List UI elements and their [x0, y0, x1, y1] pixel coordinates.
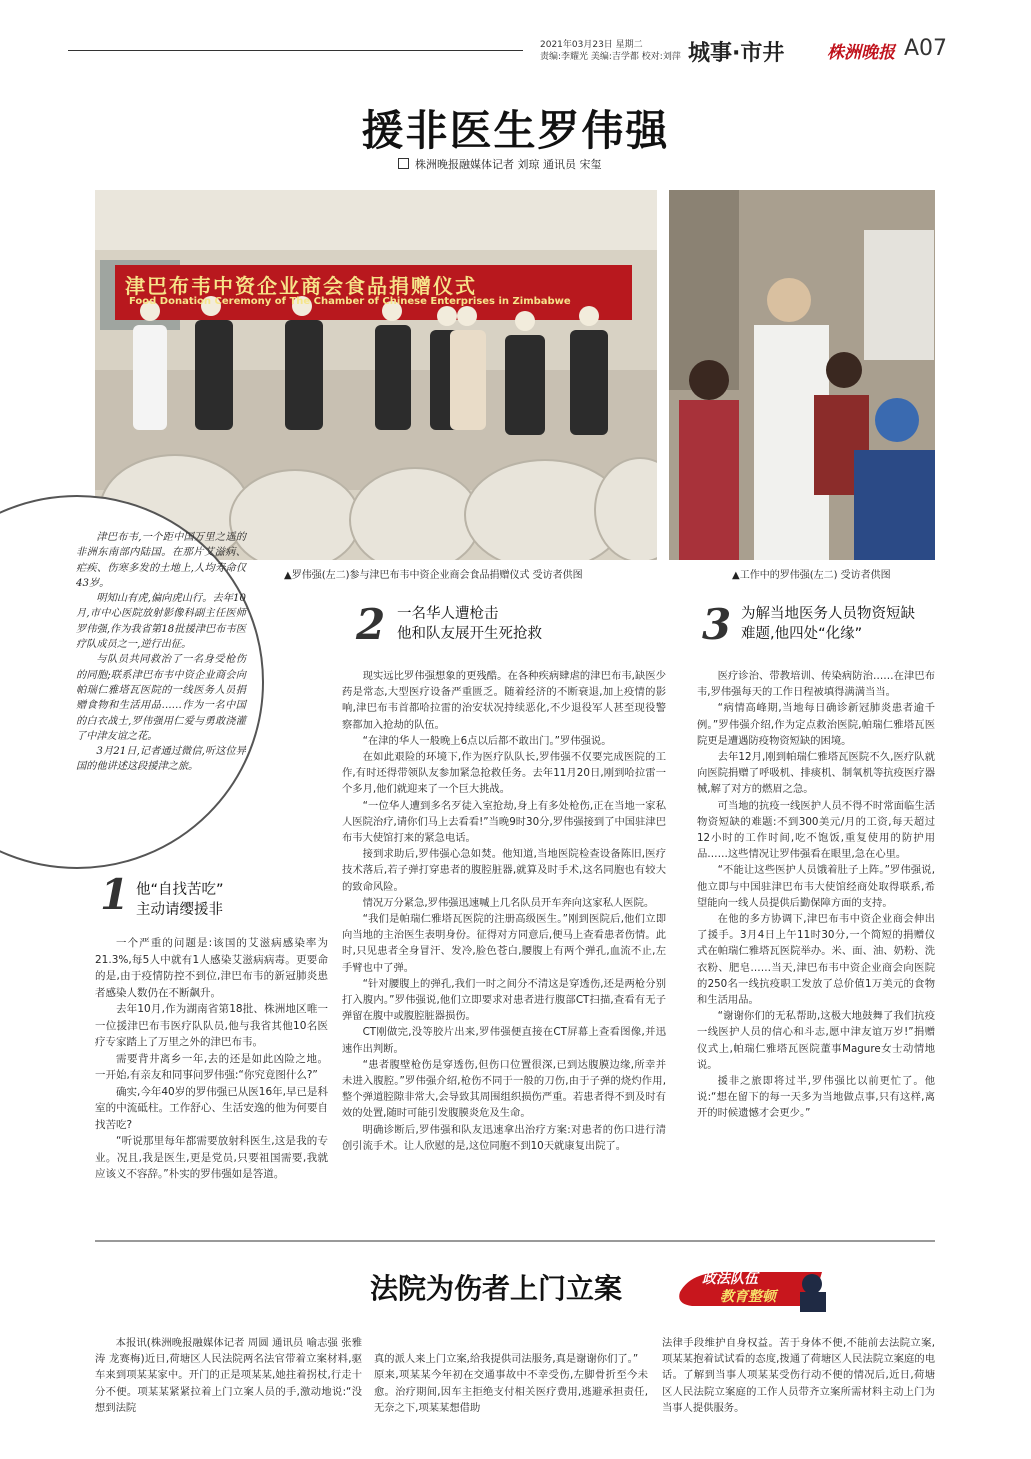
campaign-badge: [672, 1262, 830, 1314]
intro-p3: 与队员共同救治了一名身受枪伤的同胞;联系津巴布韦中资企业商会向帕瑞仁雅塔瓦医院的一线医务人员捐赠食物和生活用品……作为一名中国的白衣战士,罗伟强用仁爱与勇敢浇灌了中津友谊之花。: [76, 654, 246, 742]
story-divider: [95, 1240, 935, 1242]
article2-col1: [95, 1335, 362, 1416]
section3-body: [697, 668, 935, 1122]
section2-p8: “针对腰腹上的弹孔,我们一时之间分不清这是穿透伤,还是两枪分别打入腹内。”罗伟强说,他们立即要求对患者进行腹部CT扫描,查看有无子弹留在腹中或腹腔脏器损伤。: [342, 977, 666, 1023]
intro-p1: 津巴布韦,一个距中国万里之遥的非洲东南部内陆国。在那片艾滋病、疟疾、伤寒多发的土地上,人均寿命仅43岁。: [76, 532, 246, 589]
article2-title: 法院为伤者上门立案: [370, 1272, 623, 1305]
section2-heading-line1: 一名华人遭枪击: [397, 606, 499, 622]
photo-donation-ceremony: [95, 190, 657, 560]
byline-text: 株洲晚报融媒体记者 刘琼 通讯员 宋玺: [415, 158, 602, 171]
intro-text: [76, 530, 246, 775]
section2-p3: 在如此艰险的环境下,作为医疗队队长,罗伟强不仅要完成医院的工作,有时还得带领队友参加紧急抢救任务。去年11月20日,刚到哈拉雷一个多月,他们就迎来了一个巨大挑战。: [342, 751, 666, 796]
masthead-date: 2021年03月23日 星期二: [540, 40, 643, 50]
section3-p6: 在他的多方协调下,津巴布韦中资企业商会伸出了援手。3月4日上午11时30分,一个简短的捐赠仪式在帕瑞仁雅塔瓦医院举办。米、面、油、奶粉、洗衣粉、肥皂……当天,津巴布韦中资企业商会向医院的250名一线抗疫职工发放了总价值1万美元的食物和生活用品。: [697, 913, 935, 1007]
section2-heading-line2: 他和队友展开生死抢救: [397, 626, 542, 642]
section2-p1: 现实远比罗伟强想象的更残酷。在各种疾病肆虐的津巴布韦,缺医少药是常态,大型医疗设备严重匮乏。随着经济的不断衰退,加上疫情的影响,津巴布韦首都哈拉雷的治安状况持续恶化,不少退役军人甚至现役警察都加入抢劫的队伍。: [342, 670, 666, 731]
brand-logo: 株洲晚报: [827, 43, 895, 63]
section-label: 城事·市井: [688, 41, 785, 66]
section2-p5: 接到求助后,罗伟强心急如焚。他知道,当地医院检查设备陈旧,医疗技术落后,若子弹打穿患者的腹腔脏器,就算及时手术,这名同胞也有较大的致命风险。: [342, 848, 666, 893]
section3-p8: 援非之旅即将过半,罗伟强比以前更忙了。他说:“想在留下的每一天多为当地做点事,只有这样,离开的时候遗憾才会更少。”: [697, 1075, 935, 1120]
section1-p2: 去年10月,作为湖南省第18批、株洲地区唯一一位援津巴布韦医疗队队员,他与我省其他10名医疗专家踏上了万里之外的津巴布韦。: [95, 1003, 328, 1048]
intro-p2: 明知山有虎,偏向虎山行。去年10月,市中心医院放射影像科副主任医师罗伟强,作为我省第18批援津巴布韦医疗队成员之一,逆行出征。: [76, 593, 246, 651]
section2-p9: CT刚做完,没等胶片出来,罗伟强便直接在CT屏幕上查看图像,并迅速作出判断。: [342, 1026, 666, 1055]
banner-cn: 津巴布韦中资企业商会食品捐赠仪式: [125, 274, 477, 298]
section2-p2: “在津的华人一般晚上6点以后都不敢出门。”罗伟强说。: [362, 734, 612, 747]
section1-heading-line2: 主动请缨援非: [136, 902, 223, 918]
section3-p3: 去年12月,刚到帕瑞仁雅塔瓦医院不久,医疗队就向医院捐赠了呼吸机、排痰机、制氧机等抗疫医疗器械,解了对方的燃眉之急。: [697, 751, 935, 796]
section2-p6: 情况万分紧急,罗伟强迅速喊上几名队员开车奔向这家私人医院。: [362, 896, 655, 909]
section1-p1: 一个严重的问题是:该国的艾滋病感染率为21.3%,每5人中就有1人感染艾滋病病毒。更要命的是,由于疫情防控不到位,津巴布韦的新冠肺炎患者感染人数仍在不断飙升。: [95, 937, 328, 999]
article2-col2: [374, 1335, 648, 1432]
badge-line2: 教育整顿: [720, 1289, 776, 1305]
photo2-caption: ▲工作中的罗伟强(左二) 受访者供图: [732, 570, 891, 581]
article2-col2-text: 真的派人来上门立案,给我提供司法服务,真是谢谢你们了。” 原来,项某某今年初在交通事故中不幸受伤,左脚骨折至今未愈。治疗期间,因车主拒绝支付相关医疗费用,逃避承担责任,无奈之下,项某某想借助: [374, 1353, 648, 1414]
section2-p7: “我们是帕瑞仁雅塔瓦医院的注册高级医生。”刚到医院后,他们立即向当地的主治医生表明身份。征得对方同意后,便马上查看患者伤情。此时,只见患者全身冒汗、发冷,脸色苍白,腰腹上有两个弹孔,血流不止,左手臂也中了弹。: [342, 913, 666, 974]
masthead-editors: 责编:李耀光 美编:吉学都 校对:刘萍: [540, 52, 681, 62]
section3-heading-line1: 为解当地医务人员物资短缺: [741, 606, 915, 622]
photo-at-work: [669, 190, 935, 560]
section2-p4: “一位华人遭到多名歹徒入室抢劫,身上有多处枪伤,正在当地一家私人医院治疗,请你们马上去看看!”当晚9时30分,罗伟强接到了中国驻津巴布韦大使馆打来的紧急电话。: [342, 799, 666, 845]
intro-p4: 3月21日,记者通过微信,听这位异国的他讲述这段援津之旅。: [76, 746, 246, 773]
badge-line1: 政法队伍: [702, 1271, 758, 1287]
section1-p4: 确实,今年40岁的罗伟强已从医16年,早已是科室的中流砥柱。工作舒心、生活安逸的他为何要自找苦吃?: [95, 1085, 328, 1131]
banner-en: Food Donation Ceremony of The Chamber of Chinese Enterprises in Zimbabwe: [129, 296, 571, 307]
section3-p4: 可当地的抗疫一线医护人员不得不时常面临生活物资短缺的难题:不到300美元/月的工资,每天超过12小时的工作时间,吃不饱饭,重复使用的防护用品……这些情况让罗伟强看在眼里,急在心里。: [697, 799, 935, 861]
section1-number: 1: [100, 870, 130, 919]
section3-p1: 医疗诊治、带教培训、传染病防治……在津巴布韦,罗伟强每天的工作日程被填得满满当当。: [697, 670, 935, 699]
section2-heading: [397, 604, 542, 644]
article2-col3: [662, 1335, 935, 1416]
article-title: 援非医生罗伟强: [361, 106, 670, 155]
section1-body: [95, 935, 328, 1183]
section2-p10: “患者腹壁枪伤是穿透伤,但伤口位置很深,已到达腹膜边缘,所幸并未进入腹腔。”罗伟强介绍,枪伤不同于一般的刀伤,由于子弹的烧灼作用,整个弹道腔隙非常大,会导致其周围组织损伤严重。若患者得不到及时有效的处置,随时可能引发腹膜炎危及生命。: [342, 1058, 666, 1120]
photo1-caption: ▲罗伟强(左二)参与津巴布韦中资企业商会食品捐赠仪式 受访者供图: [284, 570, 583, 581]
article2-col1-text: 本报讯(株洲晚报融媒体记者 周圆 通讯员 喻志强 张雅涛 龙赛梅)近日,荷塘区人民法院两名法官带着立案材料,驱车来到项某某家中。开门的正是项某某,她拄着拐杖,行走十分不便。项某某紧紧拉着上门立案人员的手,激动地说:“没想到法院: [95, 1337, 362, 1414]
masthead-rule: [68, 50, 523, 51]
section2-number: 2: [356, 600, 386, 649]
page-number: A07: [904, 36, 948, 61]
section3-p5: “不能让这些医护人员饿着肚子上阵。”罗伟强说,他立即与中国驻津巴布韦大使馆经商处取得联系,希望能向一线人员提供后勤保障方面的支持。: [697, 864, 935, 909]
section3-heading-line2: 难题,他四处“化缘”: [741, 626, 863, 642]
byline-box-icon: [398, 158, 409, 169]
section3-p7: “谢谢你们的无私帮助,这极大地鼓舞了我们抗疫一线医护人员的信心和斗志,愿中津友谊万岁!”捐赠仪式上,帕瑞仁雅塔瓦医院董事Magure女士动情地说。: [697, 1010, 935, 1071]
section2-body: [342, 668, 666, 1154]
section1-heading-line1: 他“自找苦吃”: [136, 882, 224, 898]
section3-number: 3: [702, 600, 732, 649]
section2-p11: 明确诊断后,罗伟强和队友迅速拿出治疗方案:对患者的伤口进行清创引流手术。让人欣慰的是,这位同胞不到10天就康复出院了。: [342, 1123, 666, 1152]
section3-heading: [741, 604, 915, 644]
section1-heading: [136, 880, 224, 920]
section1-p5: “听说那里每年都需要放射科医生,这是我的专业。况且,我是医生,更是党员,只要祖国需要,我就应该义不容辞。”朴实的罗伟强如是答道。: [95, 1135, 328, 1180]
byline: [398, 156, 602, 172]
section3-p2: “病情高峰期,当地每日确诊新冠肺炎患者逾千例。”罗伟强介绍,作为定点救治医院,帕瑞仁雅塔瓦医院更是遭遇防疫物资短缺的困境。: [697, 702, 935, 747]
section1-p3: 需要背井离乡一年,去的还是如此凶险之地。一开始,有亲友和同事问罗伟强:“你究竟图什么?”: [95, 1052, 328, 1081]
photo-work-illustration: [669, 190, 935, 560]
article2-col3-text: 法律手段维护自身权益。苦于身体不便,不能前去法院立案,项某某抱着试试看的态度,拨通了荷塘区人民法院立案庭的电话。了解到当事人项某某受伤行动不便的情况后,近日,荷塘区人民法院立案庭的工作人员带齐立案所需材料主动上门为当事人提供服务。: [662, 1337, 935, 1414]
photo-donation-illustration: [95, 190, 657, 560]
